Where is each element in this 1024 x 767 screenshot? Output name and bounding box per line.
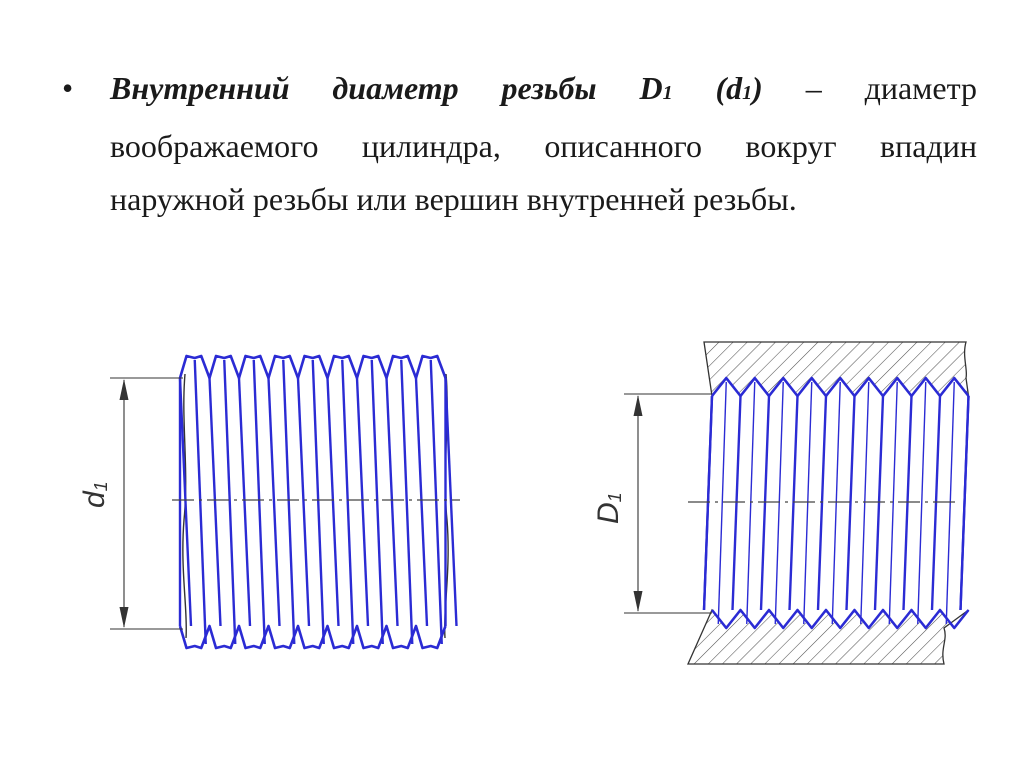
thread-crest-line	[283, 360, 294, 644]
term-paren-open: (d	[672, 70, 743, 106]
term-main: Внутренний диаметр резьбы D	[110, 70, 663, 106]
term-subscript: 1	[662, 82, 673, 104]
thread-crest-line	[790, 396, 798, 610]
thread-root-line	[747, 382, 755, 624]
thread-crest-line	[342, 360, 353, 644]
thread-root-line	[269, 378, 280, 626]
definition-body: – диаметр воображаемого цилиндра, описанного вокруг впадин наружной резьбы или вершин внутренней резьбы.	[110, 70, 978, 217]
hatched-section-top	[704, 342, 969, 396]
external-thread-profile	[180, 356, 457, 648]
thread-root-line	[889, 382, 897, 624]
thread-edge-left	[704, 396, 712, 610]
thread-root-line	[239, 378, 250, 626]
thread-root-line	[918, 382, 926, 624]
dimension-label-D1: D1	[592, 492, 625, 524]
bullet-marker: •	[62, 70, 74, 106]
thread-root-line	[775, 382, 783, 624]
thread-root-line	[832, 382, 840, 624]
thread-crest-line	[904, 396, 912, 610]
thread-crest-line	[932, 396, 940, 610]
thread-crest-line	[733, 396, 741, 610]
thread-root-line	[328, 378, 339, 626]
arrow-up-icon	[634, 395, 643, 416]
thread-root-line	[946, 382, 954, 624]
dimension-label-d1: d1	[78, 481, 111, 508]
thread-crest-line	[372, 360, 383, 644]
thread-crest-line	[401, 360, 412, 644]
thread-crest-line	[224, 360, 235, 644]
thread-root-line	[416, 378, 427, 626]
thread-root-line	[861, 382, 869, 624]
thread-crest-line	[254, 360, 265, 644]
hatched-section-bottom	[688, 610, 969, 664]
external-thread-figure	[78, 356, 460, 648]
arrow-down-icon	[120, 607, 129, 628]
thread-crest-bottom	[180, 626, 446, 648]
thread-root-line	[210, 378, 221, 626]
term-paren-subscript: 1	[742, 82, 753, 104]
arrow-down-icon	[634, 591, 643, 612]
arrow-up-icon	[120, 379, 129, 400]
internal-thread-figure	[592, 342, 969, 664]
thread-crest-line	[431, 360, 442, 644]
thread-crest-line	[847, 396, 855, 610]
thread-crest-line	[761, 396, 769, 610]
internal-thread-profile	[704, 378, 969, 628]
thread-root-line	[357, 378, 368, 626]
thread-root-line	[804, 382, 812, 624]
thread-crest-line	[875, 396, 883, 610]
thread-crest-line	[195, 360, 206, 644]
thread-crest-line	[818, 396, 826, 610]
thread-crest-line	[313, 360, 324, 644]
thread-root-line	[298, 378, 309, 626]
term-paren-close: )	[752, 70, 763, 106]
thread-root-line	[180, 378, 191, 626]
thread-root-line	[718, 382, 726, 624]
thread-root-line	[387, 378, 398, 626]
thread-edge-right	[961, 396, 969, 610]
